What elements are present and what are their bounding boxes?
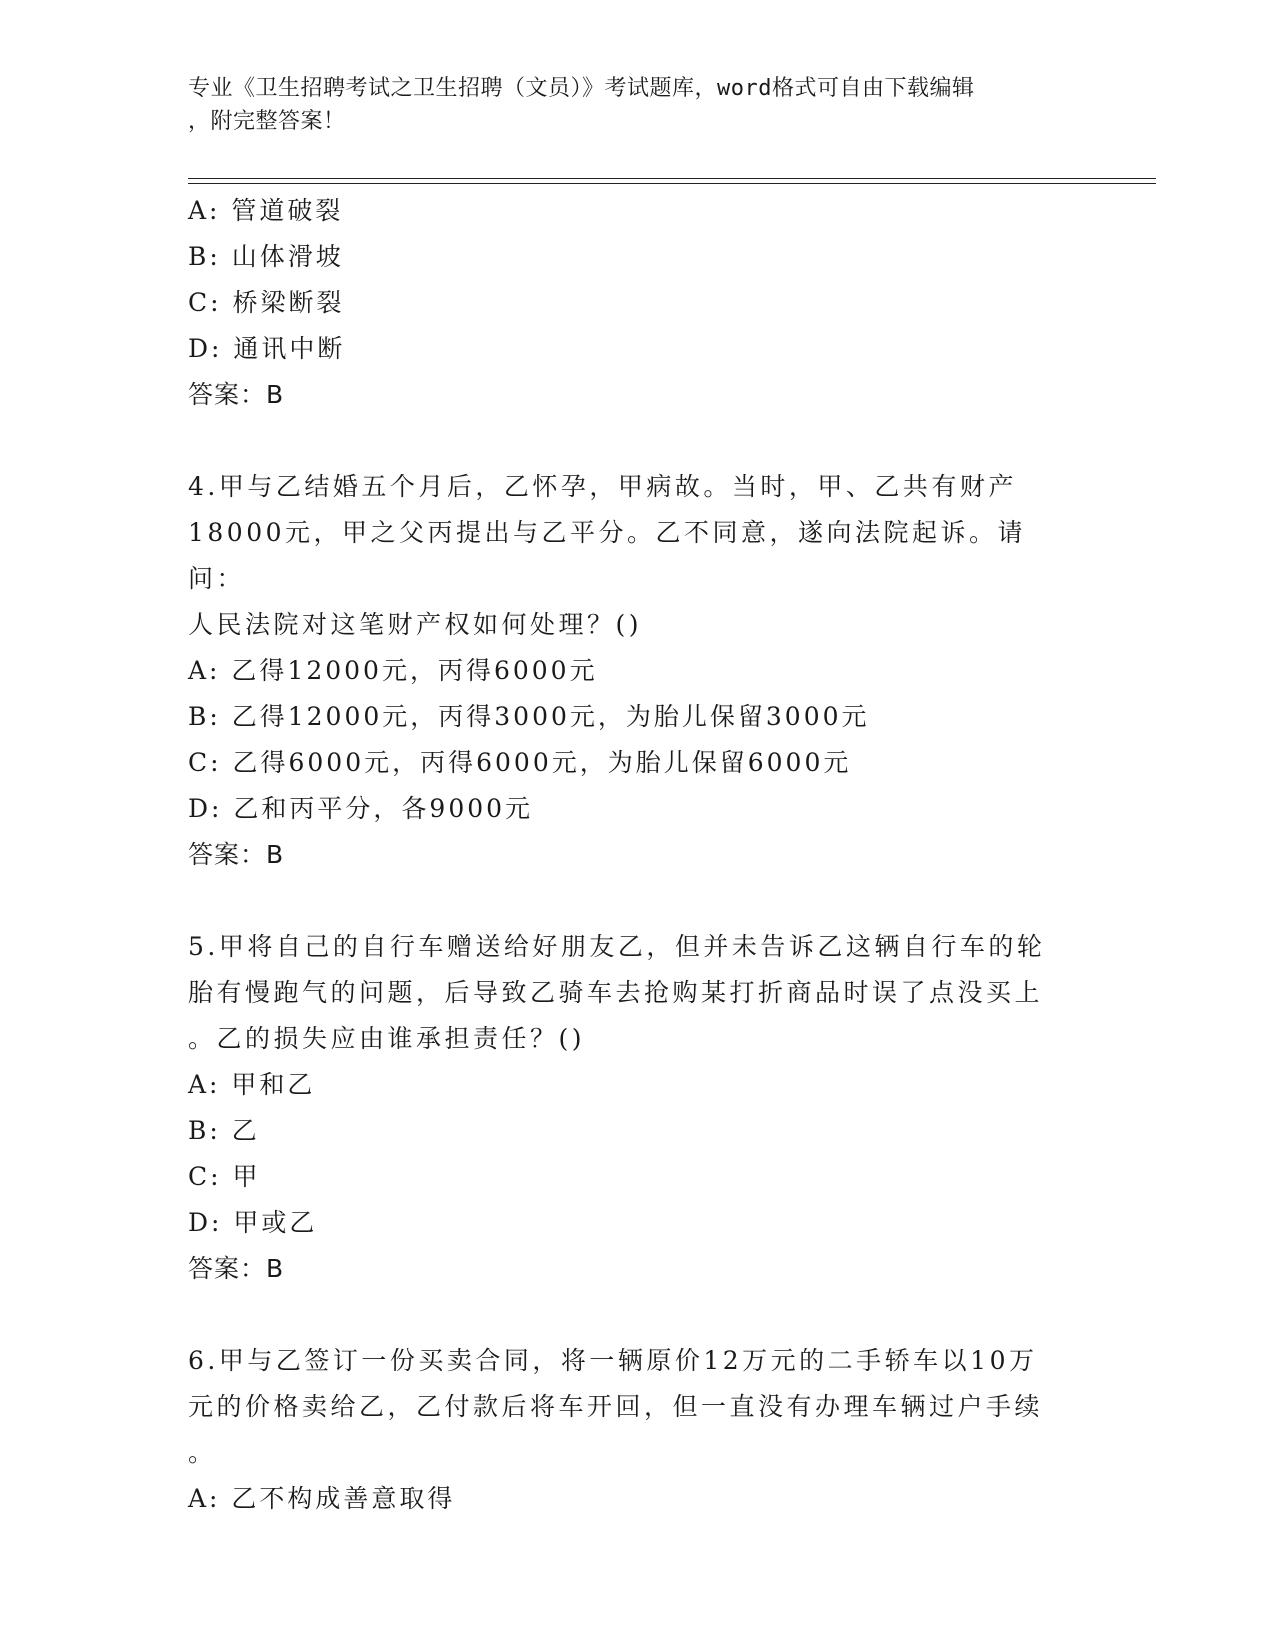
option-a: A: 管道破裂 [188, 196, 344, 225]
question-text-line: 5.甲将自己的自行车赠送给好朋友乙，但并未告诉乙这辆自行车的轮 [188, 932, 1046, 961]
option-c: C: 甲 [188, 1162, 261, 1191]
document-body [188, 188, 1068, 1522]
header-divider-top [188, 178, 1156, 179]
option-b: B: 乙得12000元，丙得3000元，为胎儿保留3000元 [188, 702, 870, 731]
question-4-block [188, 464, 1068, 878]
option-c: C: 乙得6000元，丙得6000元，为胎儿保留6000元 [188, 748, 852, 777]
question-text-line: 4.甲与乙结婚五个月后，乙怀孕，甲病故。当时，甲、乙共有财产 [188, 472, 1017, 501]
header-line-1: 专业《卫生招聘考试之卫生招聘（文员）》考试题库，word格式可自由下载编辑 [188, 76, 975, 101]
option-a: A: 甲和乙 [188, 1070, 316, 1099]
question-text-line: 人民法院对这笔财产权如何处理？() [188, 610, 643, 639]
option-a: A: 乙得12000元，丙得6000元 [188, 656, 598, 685]
question-text-line: 。 [188, 1438, 217, 1467]
header-divider-bottom [188, 183, 1156, 184]
answer-label: 答案：B [188, 380, 285, 409]
document-header [188, 72, 1068, 138]
option-d: D: 甲或乙 [188, 1208, 318, 1237]
question-text-line: 18000元，甲之父丙提出与乙平分。乙不同意，遂向法院起诉。请问： [188, 518, 1027, 593]
question-6-block [188, 1338, 1068, 1522]
option-d: D: 通讯中断 [188, 334, 346, 363]
option-d: D: 乙和丙平分，各9000元 [188, 794, 534, 823]
question-text-line: 。乙的损失应由谁承担责任？() [188, 1024, 586, 1053]
question-5-block [188, 924, 1068, 1292]
header-line-2: ，附完整答案！ [188, 109, 346, 134]
option-b: B: 乙 [188, 1116, 260, 1145]
option-b: B: 山体滑坡 [188, 242, 344, 271]
question-3-block [188, 188, 1068, 418]
option-a: A: 乙不构成善意取得 [188, 1484, 456, 1513]
answer-label: 答案：B [188, 840, 285, 869]
question-text-line: 6.甲与乙签订一份买卖合同，将一辆原价12万元的二手轿车以10万 [188, 1346, 1038, 1375]
question-text-line: 元的价格卖给乙，乙付款后将车开回，但一直没有办理车辆过户手续 [188, 1392, 1044, 1421]
answer-label: 答案：B [188, 1254, 285, 1283]
option-c: C: 桥梁断裂 [188, 288, 345, 317]
question-text-line: 胎有慢跑气的问题，后导致乙骑车去抢购某打折商品时误了点没买上 [188, 978, 1044, 1007]
